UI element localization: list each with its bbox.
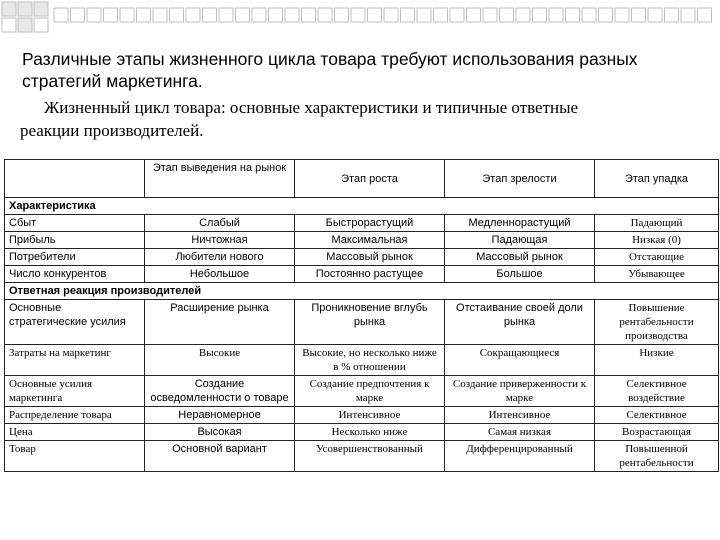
table-cell: Низкие xyxy=(595,345,719,376)
table-cell: Отстаивание своей доли рынка xyxy=(445,300,595,345)
decor-square xyxy=(153,8,167,22)
subtitle-line-1: Жизненный цикл товара: основные характеристики и типичные ответные xyxy=(44,98,579,117)
table-cell: Ничтожная xyxy=(145,232,295,249)
row-label: Распределение товара xyxy=(5,407,145,424)
row-label: Цена xyxy=(5,424,145,441)
table-row xyxy=(5,249,719,266)
table-row xyxy=(5,407,719,424)
decor-square xyxy=(467,8,481,22)
decor-square xyxy=(170,8,184,22)
decor-square xyxy=(417,8,431,22)
decor-square xyxy=(318,8,332,22)
decor-square xyxy=(120,8,134,22)
decor-square xyxy=(87,8,101,22)
decor-square xyxy=(104,8,118,22)
table-cell: Падающая xyxy=(445,232,595,249)
section-producer-response: Ответная реакция производителей xyxy=(5,283,719,300)
section-row xyxy=(5,198,719,215)
table-cell: Постоянно растущее xyxy=(295,266,445,283)
decor-square xyxy=(648,8,662,22)
row-label: Основные стратегические усилия xyxy=(5,300,145,345)
decor-square xyxy=(500,8,514,22)
table-cell: Проникновение вглубь рынка xyxy=(295,300,445,345)
decor-square xyxy=(698,8,712,22)
table-cell: Создание предпочтения к марке xyxy=(295,376,445,407)
life-cycle-table xyxy=(4,159,719,472)
table-cell: Создание осведомленности о товаре xyxy=(145,376,295,407)
row-label: Сбыт xyxy=(5,215,145,232)
subtitle-line-2: реакции производителей. xyxy=(20,121,204,140)
table-header-cell: Этап зрелости xyxy=(445,160,595,198)
decor-square xyxy=(368,8,382,22)
table-header-cell: Этап выведения на рынок xyxy=(145,160,295,198)
decor-square xyxy=(186,8,200,22)
decor-square xyxy=(615,8,629,22)
table-cell: Возрастающая xyxy=(595,424,719,441)
decor-square xyxy=(483,8,497,22)
table-cell: Большое xyxy=(445,266,595,283)
table-row xyxy=(5,215,719,232)
decor-square xyxy=(219,8,233,22)
decor-square xyxy=(252,8,266,22)
table-cell: Самая низкая xyxy=(445,424,595,441)
table-cell: Сокращающиеся xyxy=(445,345,595,376)
table-cell: Дифференцированный xyxy=(445,441,595,472)
table-cell: Несколько ниже xyxy=(295,424,445,441)
table-cell: Медленнорастущий xyxy=(445,215,595,232)
table-cell: Слабый xyxy=(145,215,295,232)
section-characteristics: Характеристика xyxy=(5,198,719,215)
row-label: Число конкурентов xyxy=(5,266,145,283)
table-row xyxy=(5,424,719,441)
table-cell: Максимальная xyxy=(295,232,445,249)
decor-square xyxy=(137,8,151,22)
row-label: Затраты на маркетинг xyxy=(5,345,145,376)
table-cell: Интенсивное xyxy=(295,407,445,424)
decor-square xyxy=(450,8,464,22)
table-row xyxy=(5,345,719,376)
table-cell: Усовершенствованный xyxy=(295,441,445,472)
table-cell: Отстающие xyxy=(595,249,719,266)
table-row xyxy=(5,376,719,407)
decor-square xyxy=(681,8,695,22)
row-label: Потребители xyxy=(5,249,145,266)
decor-square xyxy=(269,8,283,22)
decor-square xyxy=(434,8,448,22)
decor-square xyxy=(285,8,299,22)
decor-square xyxy=(54,8,68,22)
table-cell: Высокая xyxy=(145,424,295,441)
table-row xyxy=(5,266,719,283)
table-cell: Массовый рынок xyxy=(295,249,445,266)
table-cell: Высокие xyxy=(145,345,295,376)
decor-square xyxy=(549,8,563,22)
decor-square xyxy=(516,8,530,22)
table-cell: Создание приверженности к марке xyxy=(445,376,595,407)
table-cell: Повышение рентабельности производства xyxy=(595,300,719,345)
decor-square xyxy=(302,8,316,22)
table-cell: Селективное xyxy=(595,407,719,424)
table-cell: Быстрорастущий xyxy=(295,215,445,232)
table-cell: Любители нового xyxy=(145,249,295,266)
decor-square xyxy=(351,8,365,22)
decor-square xyxy=(384,8,398,22)
table-cell: Убывающее xyxy=(595,266,719,283)
row-label: Прибыль xyxy=(5,232,145,249)
table-cell: Массовый рынок xyxy=(445,249,595,266)
table-cell: Повышенной рентабельности xyxy=(595,441,719,472)
decor-square xyxy=(566,8,580,22)
table-cell: Селективное воздействие xyxy=(595,376,719,407)
table-row xyxy=(5,232,719,249)
decor-square xyxy=(599,8,613,22)
table-cell: Падающий xyxy=(595,215,719,232)
decor-square xyxy=(71,8,85,22)
table-cell: Высокие, но несколько ниже в % отношении xyxy=(295,345,445,376)
decor-square xyxy=(335,8,349,22)
table-row xyxy=(5,300,719,345)
decor-square xyxy=(582,8,596,22)
table-header-row xyxy=(5,160,719,198)
table-cell: Небольшое xyxy=(145,266,295,283)
decor-square xyxy=(401,8,415,22)
decor-square xyxy=(533,8,547,22)
decor-square xyxy=(236,8,250,22)
table-cell: Низкая (0) xyxy=(595,232,719,249)
table-cell: Интенсивное xyxy=(445,407,595,424)
decor-square xyxy=(632,8,646,22)
decorative-header-band xyxy=(0,0,720,40)
table-header-cell: Этап упадка xyxy=(595,160,719,198)
decor-square xyxy=(203,8,217,22)
table-header-cell: Этап роста xyxy=(295,160,445,198)
page-title: Различные этапы жизненного цикла товара требуют использования разных стратегий маркетинга. xyxy=(22,49,638,91)
row-label: Основные усилия маркетинга xyxy=(5,376,145,407)
table-row xyxy=(5,441,719,472)
table-cell: Неравномерное xyxy=(145,407,295,424)
table-cell: Основной вариант xyxy=(145,441,295,472)
table-header-corner xyxy=(5,160,145,198)
section-row xyxy=(5,283,719,300)
decor-square xyxy=(665,8,679,22)
page-subtitle xyxy=(20,96,710,142)
row-label: Товар xyxy=(5,441,145,472)
table-cell: Расширение рынка xyxy=(145,300,295,345)
